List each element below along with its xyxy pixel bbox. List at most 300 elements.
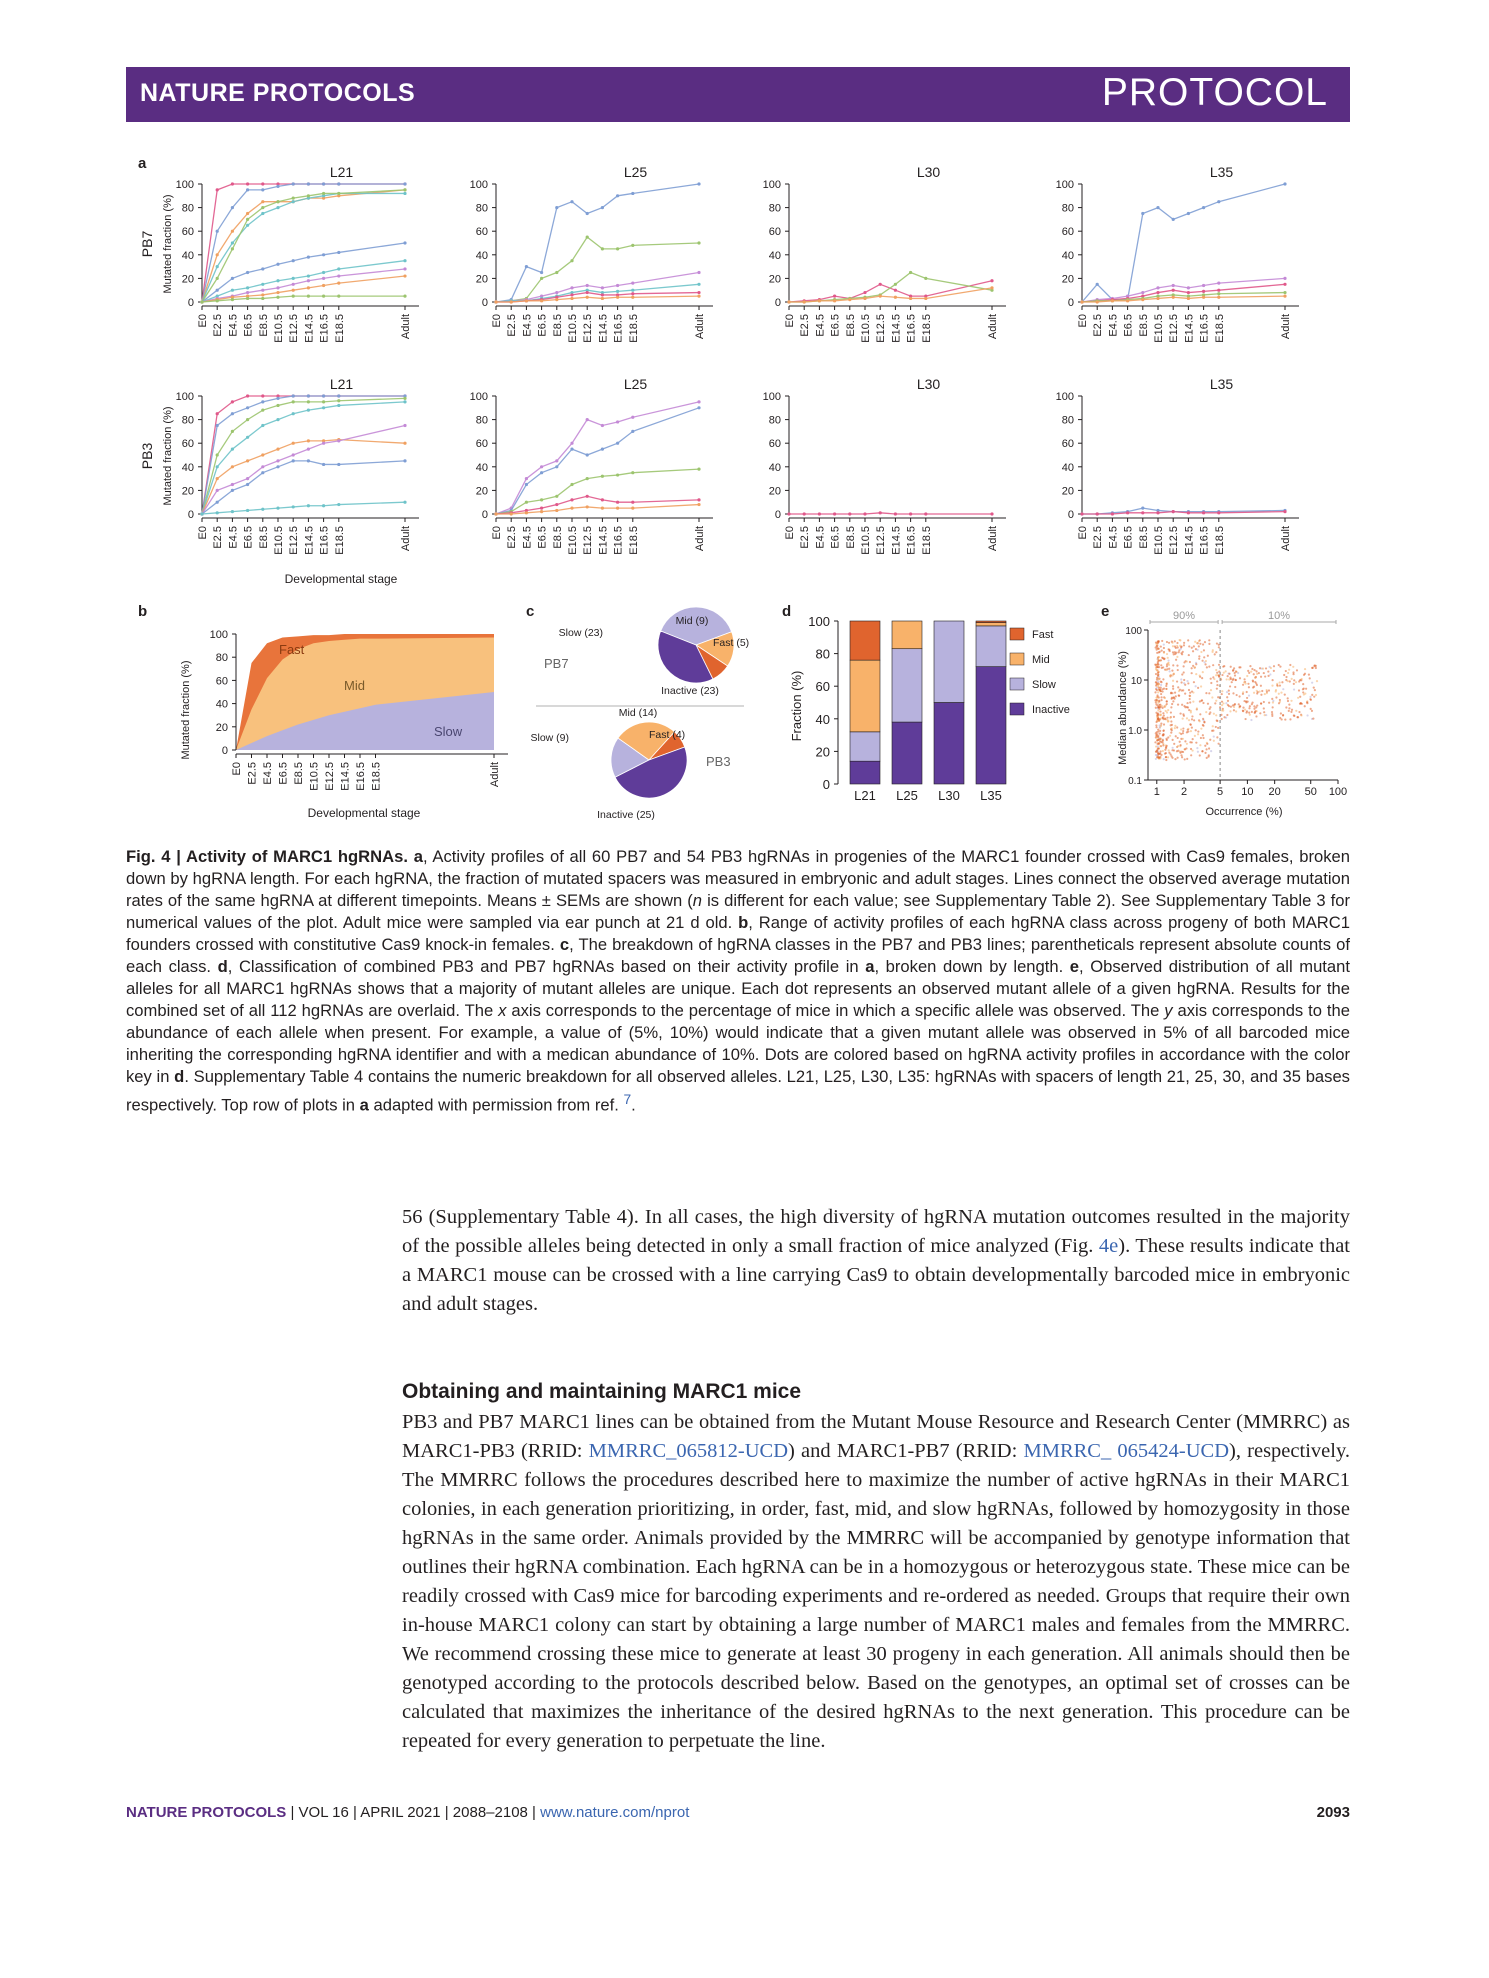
scatter-point xyxy=(1311,694,1313,696)
scatter-point xyxy=(1302,688,1304,690)
scatter-point xyxy=(1291,709,1293,711)
scatter-point xyxy=(1304,668,1306,670)
scatter-point xyxy=(1155,726,1157,728)
data-point xyxy=(307,286,310,289)
data-point xyxy=(1283,277,1286,280)
scatter-point xyxy=(1250,719,1252,721)
scatter-point xyxy=(1196,707,1198,709)
scatter-point xyxy=(1158,640,1160,642)
scatter-point xyxy=(1157,696,1159,698)
scatter-point xyxy=(1271,715,1273,717)
pie-label: Inactive (25) xyxy=(597,809,655,821)
scatter-point xyxy=(1226,678,1228,680)
x-tick-label: E8.5 xyxy=(844,314,857,337)
data-point xyxy=(231,298,234,301)
scatter-point xyxy=(1172,680,1174,682)
scatter-point xyxy=(1187,729,1189,731)
y-tick-label: 40 xyxy=(815,711,830,727)
scatter-point xyxy=(1159,710,1161,712)
scatter-point xyxy=(1179,639,1181,641)
y-tick-label: 80 xyxy=(768,414,781,427)
scatter-point xyxy=(1232,670,1234,672)
scatter-point xyxy=(1266,691,1268,693)
scatter-point xyxy=(1207,703,1209,705)
scatter-point xyxy=(1166,717,1168,719)
scatter-point xyxy=(1193,719,1195,721)
data-point xyxy=(276,200,279,203)
data-point xyxy=(601,424,604,427)
scatter-point xyxy=(1191,715,1193,717)
scatter-point xyxy=(1171,749,1173,751)
scatter-point xyxy=(1215,674,1217,676)
bar-category-label: L21 xyxy=(854,788,876,803)
data-point xyxy=(322,277,325,280)
scatter-point xyxy=(1203,649,1205,651)
scatter-point xyxy=(1230,706,1232,708)
journal-name: NATURE PROTOCOLS xyxy=(140,79,416,107)
data-point xyxy=(631,292,634,295)
scatter-point xyxy=(1239,695,1241,697)
data-point xyxy=(231,230,234,233)
data-point xyxy=(697,406,700,409)
scatter-point xyxy=(1165,759,1167,761)
scatter-point xyxy=(1285,706,1287,708)
scatter-point xyxy=(1202,734,1204,736)
data-point xyxy=(540,471,543,474)
scatter-point xyxy=(1166,653,1168,655)
panel-d-chart xyxy=(808,614,1006,803)
x-tick-label: E14.5 xyxy=(1183,314,1196,343)
data-point xyxy=(1172,289,1175,292)
scatter-point xyxy=(1166,703,1168,705)
x-tick-label: E16.5 xyxy=(905,314,918,343)
scatter-point xyxy=(1226,696,1228,698)
scatter-point xyxy=(1293,679,1295,681)
data-point xyxy=(276,206,279,209)
data-point xyxy=(494,512,497,515)
scatter-point xyxy=(1234,686,1236,688)
pie-PB3 xyxy=(530,707,687,821)
x-tick-label: E16.5 xyxy=(318,314,331,343)
reference-link[interactable]: 7 xyxy=(623,1091,632,1107)
data-point xyxy=(231,483,234,486)
scatter-point xyxy=(1163,758,1165,760)
scatter-point xyxy=(1212,649,1214,651)
data-point xyxy=(276,263,279,266)
scatter-point xyxy=(1199,675,1201,677)
y-tick-label: 80 xyxy=(1061,202,1074,215)
data-point xyxy=(879,283,882,286)
figure-link-4e[interactable]: 4e xyxy=(1098,1235,1119,1257)
x-tick-label: E10.5 xyxy=(860,314,872,343)
scatter-point xyxy=(1235,710,1237,712)
data-point xyxy=(803,300,806,303)
scatter-point xyxy=(1157,658,1159,660)
x-axis-label-b: Developmental stage xyxy=(307,806,421,820)
data-point xyxy=(1141,511,1144,514)
scatter-point xyxy=(1174,758,1176,760)
data-point xyxy=(1096,283,1099,286)
scatter-point xyxy=(1162,744,1164,746)
label-fast: Fast xyxy=(279,642,305,657)
scatter-point xyxy=(1232,678,1234,680)
y-axis-label-b: Mutated fraction (%) xyxy=(180,660,192,760)
scatter-point xyxy=(1180,678,1182,680)
y-tick-label: 100 xyxy=(209,629,228,641)
scatter-point xyxy=(1160,664,1162,666)
row-label-PB7: PB7 xyxy=(139,230,155,258)
scatter-point xyxy=(1160,699,1162,701)
scatter-point xyxy=(1162,657,1164,659)
scatter-point xyxy=(1201,677,1203,679)
scatter-point xyxy=(1217,727,1219,729)
pie-title-pb3: PB3 xyxy=(706,754,731,769)
data-point xyxy=(1217,282,1220,285)
data-point xyxy=(216,188,219,191)
data-point xyxy=(555,298,558,301)
scatter-point xyxy=(1163,647,1165,649)
para1-text-end: ). These results indicate that a MARC1 mouse can be crossed with a line carrying Cas9 to obtain developmentally barcoded mice in embryonic and adult stages. xyxy=(402,1235,1350,1315)
y-tick-label: 0 xyxy=(1067,297,1074,309)
data-point xyxy=(337,394,340,397)
scatter-point xyxy=(1195,729,1197,731)
data-point xyxy=(586,505,589,508)
scatter-point xyxy=(1169,675,1171,677)
scatter-point xyxy=(1159,724,1161,726)
scatter-point xyxy=(1253,708,1255,710)
data-point xyxy=(231,430,234,433)
data-point xyxy=(1283,182,1286,185)
x-tick-label: E10.5 xyxy=(860,526,872,555)
bar-segment xyxy=(850,621,880,660)
data-point xyxy=(276,459,279,462)
scatter-point xyxy=(1200,737,1202,739)
scatter-point xyxy=(1188,709,1190,711)
scatter-point xyxy=(1179,741,1181,743)
y-tick-label: 100 xyxy=(469,391,488,403)
x-tick-label: E12.5 xyxy=(875,526,888,555)
scatter-point xyxy=(1269,673,1271,675)
scatter-point xyxy=(1304,705,1306,707)
data-point xyxy=(909,271,912,274)
x-tick-label: E12.5 xyxy=(582,526,595,555)
x-tick-label: E10.5 xyxy=(273,314,285,343)
scatter-point xyxy=(1168,649,1170,651)
scatter-point xyxy=(1205,660,1207,662)
scatter-point xyxy=(1183,705,1185,707)
data-point xyxy=(307,274,310,277)
caption-text-a: , Activity profiles of all 60 PB7 and 54 PB3 hgRNAs in progenies of the MARC1 founder crossed with Cas9 females, broken down by hgRNA length. For each hgRNA, the fraction of mutated spacers was measured in embryonic and adult stages. Lines connect the observed average mutation rates of the same hgRNA at different timepoints. Means ± SEMs are shown ( xyxy=(126,847,1350,910)
data-point xyxy=(322,442,325,445)
scatter-point xyxy=(1221,701,1223,703)
scatter-point xyxy=(1227,704,1229,706)
x-tick-label: E16.5 xyxy=(1198,314,1211,343)
scatter-point xyxy=(1212,725,1214,727)
pie-label: Slow (23) xyxy=(558,627,603,639)
scatter-point xyxy=(1303,674,1305,676)
x-tick-label: E8.5 xyxy=(257,526,270,549)
scatter-point xyxy=(1166,739,1168,741)
data-point xyxy=(403,182,406,185)
scatter-point xyxy=(1248,686,1250,688)
scatter-point xyxy=(1264,714,1266,716)
data-point xyxy=(216,230,219,233)
legend-label: Mid xyxy=(1032,654,1050,666)
data-point xyxy=(631,430,634,433)
scatter-point xyxy=(1201,660,1203,662)
rrid-link-pb3[interactable]: MMRRC_065812-UCD xyxy=(588,1440,789,1462)
scatter-point xyxy=(1161,640,1163,642)
scatter-point xyxy=(1271,685,1273,687)
scatter-point xyxy=(1187,706,1189,708)
panel-a-PB7-L25 xyxy=(470,164,713,343)
scatter-point xyxy=(1165,685,1167,687)
scatter-point xyxy=(1222,666,1224,668)
data-point xyxy=(631,296,634,299)
scatter-point xyxy=(1164,697,1166,699)
scatter-point xyxy=(1156,689,1158,691)
data-point xyxy=(697,182,700,185)
scatter-point xyxy=(1271,711,1273,713)
data-point xyxy=(216,501,219,504)
pie-label: Fast (4) xyxy=(649,729,686,741)
y-tick-label: 60 xyxy=(181,438,194,451)
y-tick-label: 100 xyxy=(1055,391,1074,403)
scatter-point xyxy=(1193,645,1195,647)
x-tick-label: E18.5 xyxy=(920,314,933,343)
bar-segment xyxy=(892,722,922,784)
scatter-point xyxy=(1156,649,1158,651)
scatter-point xyxy=(1268,689,1270,691)
scatter-point xyxy=(1215,726,1217,728)
scatter-point xyxy=(1199,744,1201,746)
scatter-point xyxy=(1284,693,1286,695)
y-tick-label: 20 xyxy=(475,273,488,286)
scatter-point xyxy=(1170,720,1172,722)
scatter-point xyxy=(1254,710,1256,712)
scatter-point xyxy=(1204,752,1206,754)
scatter-point xyxy=(1187,682,1189,684)
scatter-point xyxy=(1249,714,1251,716)
scatter-point xyxy=(1155,758,1157,760)
y-tick-label: 0 xyxy=(481,509,488,521)
x-tick-label: Adult xyxy=(400,314,412,340)
scatter-point xyxy=(1210,682,1212,684)
data-point xyxy=(403,192,406,195)
scatter-point xyxy=(1227,700,1229,702)
scatter-point xyxy=(1178,651,1180,653)
scatter-point xyxy=(1216,720,1218,722)
data-point xyxy=(292,277,295,280)
scatter-point xyxy=(1244,718,1246,720)
caption-text-d2: , broken down by length. xyxy=(874,957,1070,976)
data-point xyxy=(1156,511,1159,514)
x-tick-label: E8.5 xyxy=(551,526,564,549)
data-point xyxy=(924,512,927,515)
scatter-point xyxy=(1180,645,1182,647)
y-axis-label: Mutated fraction (%) xyxy=(162,406,174,506)
scatter-point xyxy=(1271,698,1273,700)
data-point xyxy=(1141,298,1144,301)
scatter-point xyxy=(1165,688,1167,690)
y-tick-label: 80 xyxy=(475,414,488,427)
scatter-point xyxy=(1186,702,1188,704)
y-tick-label: 100 xyxy=(175,179,194,191)
data-point xyxy=(322,504,325,507)
y-tick-label: 80 xyxy=(475,202,488,215)
data-point xyxy=(231,277,234,280)
scatter-point xyxy=(1194,641,1196,643)
data-point xyxy=(216,299,219,302)
scatter-point xyxy=(1216,642,1218,644)
scatter-point xyxy=(1177,703,1179,705)
x-tick-label: 20 xyxy=(1268,786,1281,798)
scatter-point xyxy=(1182,730,1184,732)
scatter-point xyxy=(1158,651,1160,653)
footer-volume: | VOL 16 | APRIL 2021 | 2088–2108 | xyxy=(286,1804,541,1821)
scatter-point xyxy=(1158,656,1160,658)
scatter-point xyxy=(1195,673,1197,675)
paragraph-results xyxy=(402,1203,1350,1319)
scatter-point xyxy=(1186,731,1188,733)
y-tick-label: 80 xyxy=(181,414,194,427)
x-tick-label: E14.5 xyxy=(890,526,903,555)
data-point xyxy=(292,197,295,200)
data-point xyxy=(833,512,836,515)
scatter-point xyxy=(1154,741,1156,743)
scatter-point xyxy=(1209,739,1211,741)
y-tick-label: 100 xyxy=(469,179,488,191)
scatter-point xyxy=(1188,645,1190,647)
panel-b-chart xyxy=(210,629,508,791)
scatter-point xyxy=(1157,728,1159,730)
scatter-point xyxy=(1260,676,1262,678)
y-tick-label: 0 xyxy=(822,777,830,792)
y-tick-label: 20 xyxy=(768,273,781,286)
scatter-point xyxy=(1256,690,1258,692)
scatter-point xyxy=(1249,665,1251,667)
paragraph-marc1-mice xyxy=(402,1408,1350,1756)
scatter-point xyxy=(1311,667,1313,669)
y-tick-label: 0.1 xyxy=(1128,776,1142,787)
scatter-point xyxy=(1234,679,1236,681)
scatter-point xyxy=(1314,689,1316,691)
scatter-point xyxy=(1289,664,1291,666)
scatter-point xyxy=(1253,673,1255,675)
legend-swatch xyxy=(1010,628,1024,640)
data-point xyxy=(1141,291,1144,294)
scatter-point xyxy=(1214,702,1216,704)
scatter-point xyxy=(1163,714,1165,716)
series-line xyxy=(202,402,405,514)
scatter-point xyxy=(1191,749,1193,751)
data-point xyxy=(555,465,558,468)
data-point xyxy=(1172,218,1175,221)
data-point xyxy=(601,206,604,209)
scatter-point xyxy=(1156,669,1158,671)
scatter-point xyxy=(1205,711,1207,713)
scatter-point xyxy=(1191,647,1193,649)
data-point xyxy=(261,394,264,397)
data-point xyxy=(540,277,543,280)
data-point xyxy=(231,489,234,492)
data-point xyxy=(1111,512,1114,515)
data-point xyxy=(586,495,589,498)
data-point xyxy=(337,182,340,185)
scatter-point xyxy=(1160,693,1162,695)
scatter-point xyxy=(1172,700,1174,702)
data-point xyxy=(586,296,589,299)
data-point xyxy=(322,182,325,185)
x-tick-label: E14.5 xyxy=(339,762,352,791)
pie-label: Inactive (23) xyxy=(661,685,719,697)
data-point xyxy=(261,453,264,456)
scatter-point xyxy=(1198,655,1200,657)
scatter-point xyxy=(1226,691,1228,693)
data-point xyxy=(586,284,589,287)
scatter-point xyxy=(1160,681,1162,683)
x-tick-label: 2 xyxy=(1180,786,1188,798)
data-point xyxy=(1111,299,1114,302)
data-point xyxy=(307,394,310,397)
row-label-PB3: PB3 xyxy=(139,442,155,470)
footer-url-link[interactable]: www.nature.com/nprot xyxy=(540,1804,690,1821)
data-point xyxy=(570,297,573,300)
data-point xyxy=(616,284,619,287)
scatter-point xyxy=(1189,695,1191,697)
data-point xyxy=(631,289,634,292)
scatter-point xyxy=(1197,751,1199,753)
data-point xyxy=(261,293,264,296)
data-point xyxy=(307,459,310,462)
scatter-point xyxy=(1156,749,1158,751)
scatter-point xyxy=(1208,666,1210,668)
scatter-point xyxy=(1252,680,1254,682)
scatter-point xyxy=(1189,741,1191,743)
legend-label: Inactive xyxy=(1032,704,1070,716)
x-axis-label: Developmental stage xyxy=(284,572,398,586)
data-point xyxy=(246,459,249,462)
data-point xyxy=(337,399,340,402)
scatter-point xyxy=(1193,681,1195,683)
scatter-point xyxy=(1160,714,1162,716)
x-tick-label: E0 xyxy=(784,314,796,328)
scatter-point xyxy=(1172,747,1174,749)
scatter-point xyxy=(1160,754,1162,756)
x-tick-label: E4.5 xyxy=(521,526,534,549)
rrid-link-pb7[interactable]: MMRRC_ 065424-UCD xyxy=(1023,1440,1230,1462)
y-tick-label: 20 xyxy=(181,273,194,286)
bar-segment xyxy=(976,626,1006,667)
data-point xyxy=(200,512,203,515)
data-point xyxy=(216,277,219,280)
data-point xyxy=(1217,289,1220,292)
scatter-point xyxy=(1301,703,1303,705)
x-tick-label: E16.5 xyxy=(612,314,625,343)
data-point xyxy=(555,495,558,498)
data-point xyxy=(231,289,234,292)
y-tick-label: 60 xyxy=(768,226,781,239)
scatter-point xyxy=(1220,714,1222,716)
data-point xyxy=(216,289,219,292)
data-point xyxy=(601,297,604,300)
bar-segment xyxy=(976,621,1006,623)
para2-text-c: ), respectively. The MMRRC follows the procedures described here to maximize the number of active hgRNAs in their MARC1 colonies, in each generation prioritizing, in order, fast, mid, and slow hgRNAs, followed by homozygosity in those hgRNAs in the same order. Animals provided by the MMRRC will be accompanied by genotype information that outlines their hgRNA combination. Each hgRNA can be in a homozygous or heterozygous state. These mice can be readily crossed with Cas9 mice for barcoding experiments and re-ordered as needed. Groups that require their own in-house MARC1 colony can start by obtaining a large number of MARC1 males and females from the MMRRC. We recommend crossing these mice to generate at least 30 progeny in each generation. All animals should then be genotyped according to the protocols described below. Based on the genotypes, an optimal set of crosses can be calculated that maximizes the inheritance of the desired hgRNAs to the next generation. This procedure can be repeated for every generation to perpetuate the line. xyxy=(402,1440,1350,1752)
scatter-point xyxy=(1190,748,1192,750)
y-tick-label: 60 xyxy=(215,675,228,688)
scatter-point xyxy=(1238,703,1240,705)
scatter-point xyxy=(1242,710,1244,712)
